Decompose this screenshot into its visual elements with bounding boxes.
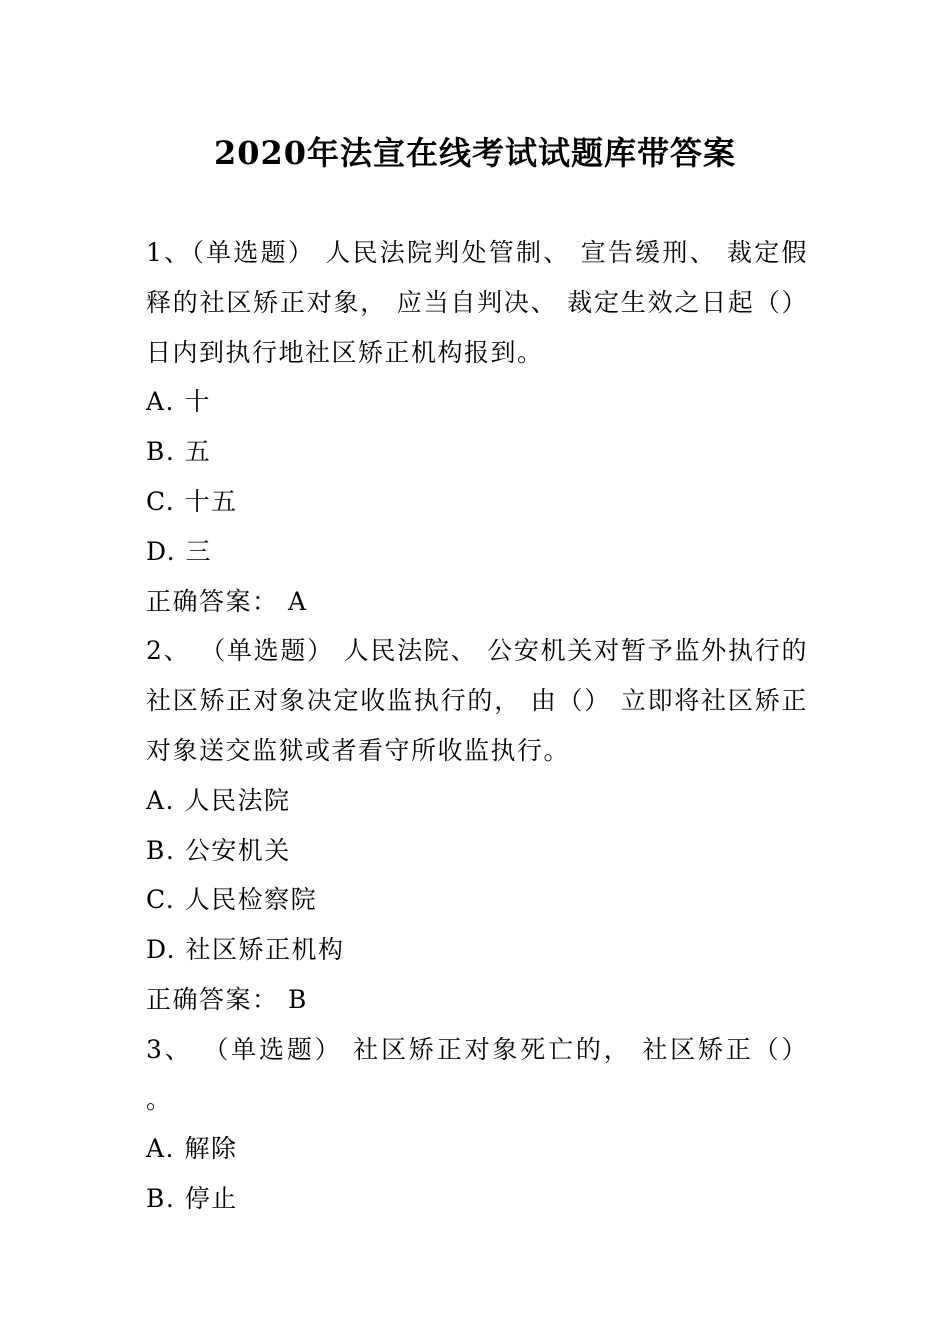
document-body [146,228,808,1224]
question-3-stem: 3、 （单选题） 社区矫正对象死亡的， 社区矫正（） 。 [146,1034,808,1114]
question-1-answer: 正确答案： A [146,586,308,616]
question-1-option-c: C. 十五 [146,486,238,516]
question-2-answer: 正确答案： B [146,984,308,1014]
question-2-option-b: B. 公安机关 [146,835,291,865]
question-2-stem: 2、 （单选题） 人民法院、 公安机关对暂予监外执行的社区矫正对象决定收监执行的， 由（） 立即将社区矫正对象送交监狱或者看守所收监执行。 [146,636,808,765]
question-2-option-a: A. 人民法院 [146,785,291,815]
question-1-option-d: D. 三 [146,536,213,566]
question-2-option-d: D. 社区矫正机构 [146,935,345,965]
question-1-option-b: B. 五 [146,437,212,467]
question-1-option-a: A. 十 [146,387,211,417]
document-title: 2020年法宣在线考试试题库带答案 [213,134,737,172]
question-3-option-a: A. 解除 [146,1134,238,1164]
question-3-option-b: B. 停止 [146,1184,238,1214]
question-2-option-c: C. 人民检察院 [146,885,318,915]
question-1-stem: 1、（单选题） 人民法院判处管制、 宣告缓刑、 裁定假释的社区矫正对象， 应当自判决、 裁定生效之日起（） 日内到执行地社区矫正机构报到。 [146,238,808,367]
